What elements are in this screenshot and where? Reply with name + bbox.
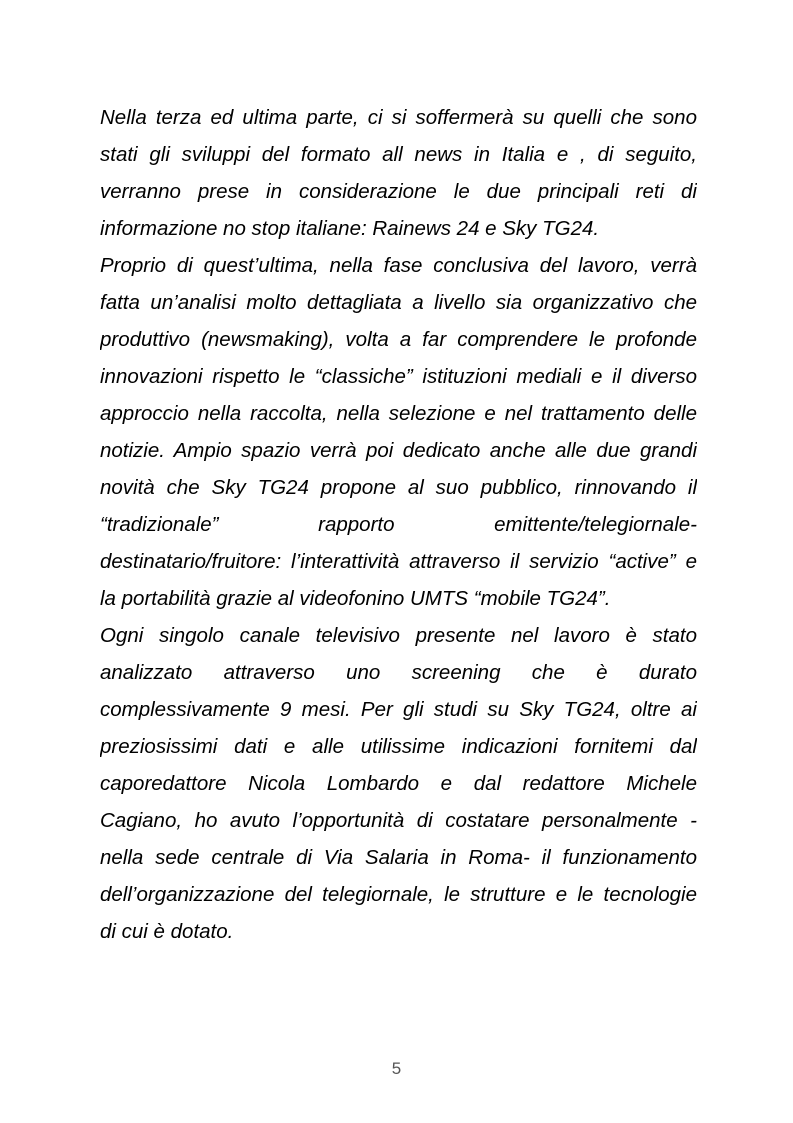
paragraph-2-line-8: “tradizionale” rapporto emittente/telegiornale- [100,513,697,536]
paragraph-3-line-1: Ogni singolo canale televisivo presente nel lavoro è stato [100,624,697,647]
paragraph-1-line-1: Nella terza ed ultima parte, ci si soffermerà su quelli che sono [100,106,697,129]
paragraph-2-line-1: Proprio di quest’ultima, nella fase conclusiva del lavoro, verrà [100,254,697,277]
paragraph-3-line-5: caporedattore Nicola Lombardo e dal redattore Michele [100,772,697,795]
paragraph-2-line-10: la portabilità grazie al videofonino UMTS “mobile TG24”. [100,587,611,610]
paragraph-1-line-2: stati gli sviluppi del formato all news in Italia e , di seguito, [100,143,697,166]
paragraph-1-line-3: verranno prese in considerazione le due principali reti di [100,180,697,203]
page-number: 5 [391,1059,402,1078]
paragraph-3-line-4: preziosissimi dati e alle utilissime indicazioni fornitemi dal [100,735,697,758]
body-text [100,99,697,950]
paragraph-3-line-8: dell’organizzazione del telegiornale, le strutture e le tecnologie [100,883,697,906]
paragraph-2-line-9: destinatario/fruitore: l’interattività attraverso il servizio “active” e [100,550,697,573]
paragraph-2-line-7: novità che Sky TG24 propone al suo pubblico, rinnovando il [100,476,697,499]
paragraph-3-line-9: di cui è dotato. [100,920,234,943]
paragraph-2-line-5: approccio nella raccolta, nella selezione e nel trattamento delle [100,402,697,425]
paragraph-2-line-2: fatta un’analisi molto dettagliata a livello sia organizzativo che [100,291,697,314]
paragraph-2-line-3: produttivo (newsmaking), volta a far comprendere le profonde [100,328,697,351]
paragraph-3-line-2: analizzato attraverso uno screening che è durato [100,661,697,684]
paragraph-3-line-3: complessivamente 9 mesi. Per gli studi su Sky TG24, oltre ai [100,698,697,721]
paragraph-1-line-4: informazione no stop italiane: Rainews 24 e Sky TG24. [100,217,600,240]
paragraph-3-line-7: nella sede centrale di Via Salaria in Roma- il funzionamento [100,846,697,869]
paragraph-2-line-4: innovazioni rispetto le “classiche” istituzioni mediali e il diverso [100,365,697,388]
paragraph-2-line-6: notizie. Ampio spazio verrà poi dedicato anche alle due grandi [100,439,697,462]
paragraph-3-line-6: Cagiano, ho avuto l’opportunità di costatare personalmente - [100,809,697,832]
